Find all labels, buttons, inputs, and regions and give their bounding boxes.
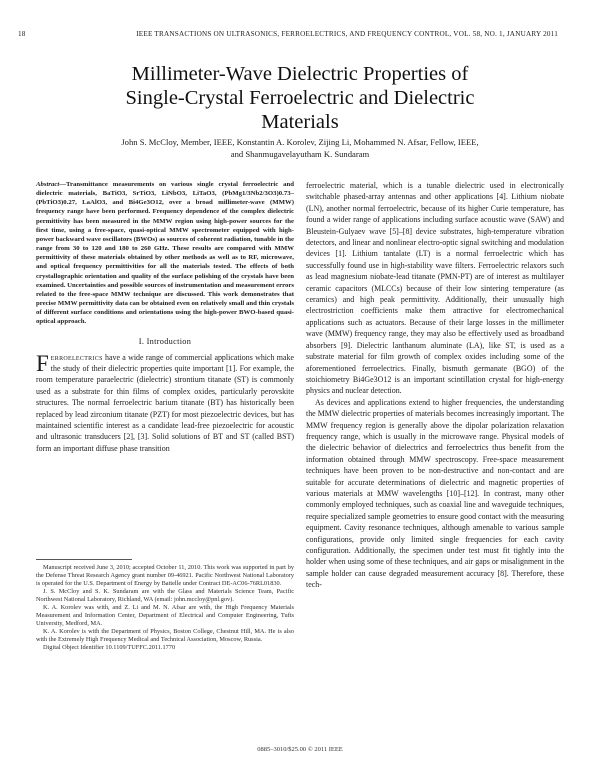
journal-header: IEEE TRANSACTIONS ON ULTRASONICS, FERROELECTRICS, AND FREQUENCY CONTROL, VOL. 58, NO. 1, JANUARY 2011 (136, 30, 558, 38)
author-list (40, 137, 560, 160)
page-number: 18 (18, 30, 26, 38)
section-heading: I. Introduction (138, 336, 192, 346)
title-line: Millimeter-Wave Dielectric Properties of (131, 63, 469, 85)
abstract-text: —Transmittance measurements on various single crystal ferroelectric and dielectric materials, BaTiO3, SrTiO3, LiNbO3, LiTaO3, (PbMg1/3Nb2/3O3)0.73–(PbTiO3)0.27, LaAlO3, and Bi4Ge3O12, over a broad millimeter-wave (MMW) frequency range have been performed. Frequency dependence of the complex dielectric permittivity has been measured in the MMW region using high-power sources for the first time, using a free-space, quasi-optical MMW spectrometer equipped with high-power backward wave oscillators (BWOs) as sources of coherent radiation, tunable in the range from 30 to 120 and 180 to 260 GHz. These results are compared with MMW permittivity of these materials obtained by other methods as well as to RF, microwave, and optical frequency permittivities for all the materials tested. The effects of both crystallographic orientation and quality of the surface polishing of the crystals have been examined. Uncertainties and possible sources of instrumentation and measurement errors related to the free-space MMW technique are discussed. This work demonstrates that precise MMW permittivity data can be obtained even on relatively small and thin crystals of different surface conditions and orientations using the high-power BWO-based quasi-optical approach. (36, 181, 294, 326)
lead-word: erroelectrics (50, 352, 103, 362)
right-column (306, 180, 564, 591)
left-column (36, 180, 294, 454)
abstract (36, 180, 294, 327)
footnote: J. S. McCloy and S. K. Sundaram are with the Glass and Materials Science Team, Pacific Northwest National Laboratory, Richland, WA (email: john.mccloy@pnl.gov). (36, 588, 294, 604)
copyright-line: 0885–3010/$25.00 © 2011 IEEE (257, 746, 343, 753)
paper-title (40, 62, 560, 134)
footnote: Digital Object Identifier 10.1109/TUFFC.2011.1770 (43, 644, 176, 652)
right-column-body (306, 180, 564, 591)
running-header (18, 30, 558, 42)
title-line: Materials (261, 111, 339, 133)
footnote: K. A. Korolev is with the Department of Physics, Boston College, Chestnut Hill, MA. He is also with the Extremely High Frequency Medical and Technical Association, Moscow, Russia. (36, 628, 294, 644)
intro-text: have a wide range of commercial applications which make the study of their dielectric properties quite important [1]. For example, the room temperature paraelectric (dielectric) strontium titanate (ST) is commonly used as a substrate for thin films of complex oxides, particularly perovskite structures. The normal ferroelectric barium titanate (BT) has historically been replaced by lead zirconium titanate (PZT) for most piezoelectric devices, but has maintained scientific interest as a candidate lead-free piezoelectric for acoustic and ultrasonic transducers [2], [3]. Solid solutions of BT and ST (called BST) form an important diffuse phase transition (36, 352, 294, 453)
footnotes (36, 564, 294, 653)
footnote-rule (36, 559, 132, 560)
drop-cap: F (36, 350, 49, 376)
footnote: Manuscript received June 3, 2010; accepted October 11, 2010. This work was supported in part by the Defense Threat Research Agency grant number 09-46921. Pacific Northwest National Laboratory is operated for the U.S. Department of Energy by Battelle under Contract DE-AC06-76RL01830. (36, 564, 294, 588)
intro-body (36, 352, 294, 455)
title-line: Single-Crystal Ferroelectric and Dielectric (125, 87, 475, 109)
authors-line: and Shanmugavelayutham K. Sundaram (230, 148, 370, 159)
body-paragraph: As devices and applications extend to higher frequencies, the understanding the MMW dielectric properties of materials becomes increasingly important. The MMW frequency region is generally above the dipolar polarization relaxation frequency range, which is usually in the microwave range. Physical models of the dielectric behavior of dielectrics and ferroelectrics thus benefit from the information obtained through MMW spectroscopy. Free-space measurement techniques have been proven to be non-destructive and non-contact and are suitable for accurate determinations of dielectric and magnetic properties of various materials at MMW wavelengths [10]–[12]. In contrast, many other commonly employed techniques, such as coaxial line and waveguide techniques, require specialized sample geometries to ensure good contact with the measuring equipment. Cavity resonance techniques, although amenable to various sample configurations, provide only limited single frequencies for each cavity configuration. Additionally, the specimen under test must fit tightly into the holder when using some of these techniques, and air gaps or misalignment in the sample holder can cause degraded measurement accuracy [8]. Therefore, these tech- (306, 397, 564, 590)
intro-paragraph (36, 352, 294, 455)
abstract-label: Abstract (36, 181, 60, 188)
authors-line: John S. McCloy, Member, IEEE, Konstantin A. Korolev, Zijing Li, Mohammed N. Afsar, Fellow, IEEE, (121, 137, 479, 147)
body-paragraph: ferroelectric material, which is a tunable dielectric used in electronically switchable phased-array antennas and other applications [4]. Lithium niobate (LN), another normal ferroelectric, because of its higher Curie temperature, has found a wider range of applications including surface acoustic wave (SAW) and Bleustein-Gulyaev wave [5]–[8] device substrates, high-temperature vibration detectors, and linear and nonlinear electro-optic signal switching and modulation devices [1]. Lithium tantalate (LT) is a normal ferroelectric which has successfully found use in high-stability wave filters. Ferroelectric relaxors such as lead magnesium niobate-lead titanate (PMN-PT) are of interest as multilayer ceramic capacitors (MLCCs) because of their low sintering temperature (as ceramics) and high peak permittivity. Additionally, their unusually high electrostriction coefficients make them attractive for electromechanical applications such as actuators. Because of their large losses in the millimeter wave (MMW) frequency range, they may also be effectively used as broadband absorbers [9]. Dielectric lanthanum aluminate (LA), like ST, is used as a substrate material for film growth of complex oxides including some of the aforementioned ferroelectrics. Finally, bismuth germanate (BGO) of the stoichiometry Bi4Ge3O12 is an important scintillation crystal for high-energy physics and nuclear detection. (306, 181, 564, 396)
footnote: K. A. Korolev was with, and Z. Li and M. N. Afsar are with, the High Frequency Materials Measurement and Information Center, Department of Electrical and Computer Engineering, Tufts University, Medford, MA. (36, 604, 294, 628)
